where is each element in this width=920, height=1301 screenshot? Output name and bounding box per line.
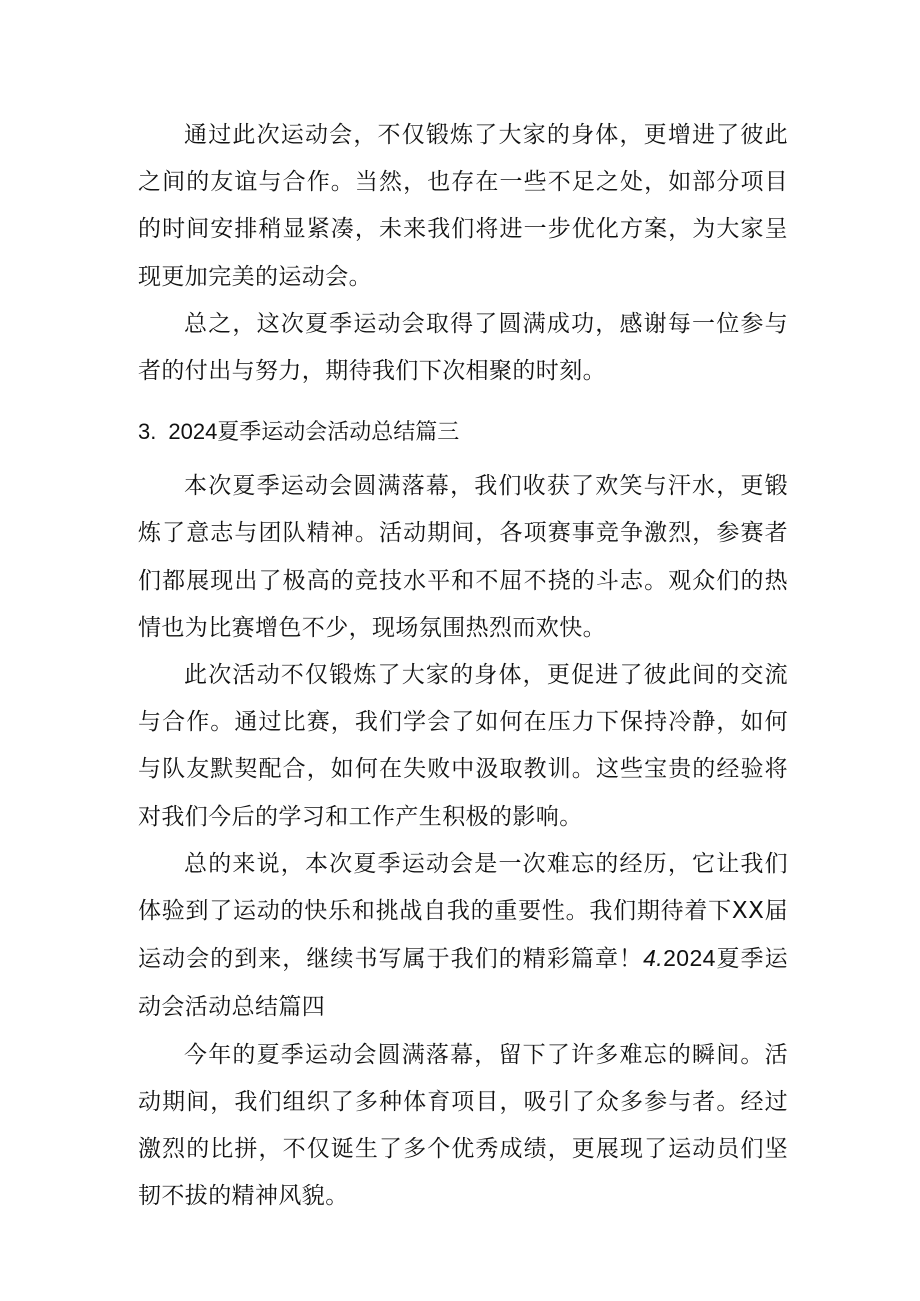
paragraph-conclusion: 总之，这次夏季运动会取得了圆满成功，感谢每一位参与者的付出与努力，期待我们下次相聚的时刻。 bbox=[138, 310, 788, 385]
paragraph-friendship: 通过此次运动会，不仅锻炼了大家的身体，更增进了彼此之间的友谊与合作。当然，也存在一些不足之处，如部分项目的时间安排稍显紧凑，未来我们将进一步优化方案，为大家呈现更加完美的运动会。 bbox=[138, 122, 788, 290]
section-3-number: 3. bbox=[138, 419, 157, 445]
section-4-paragraph-1: 今年的夏季运动会圆满落幕，留下了许多难忘的瞬间。活动期间，我们组织了多种体育项目，吸引了众多参与者。经过激烈的比拼，不仅诞生了多个优秀成绩，更展现了运动员们坚韧不拔的精神风貌。 bbox=[138, 1041, 788, 1210]
section-3-paragraph-3 bbox=[138, 841, 788, 1032]
section-4-inline-number: 4. bbox=[643, 945, 664, 972]
section-3-paragraph-2: 此次活动不仅锻炼了大家的身体，更促进了彼此间的交流与合作。通过比赛，我们学会了如何在压力下保持冷静，如何与队友默契配合，如何在失败中汲取教训。这些宝贵的经验将对我们今后的学习和工作产生积极的影响。 bbox=[138, 662, 788, 830]
section-4-inline-title: 2024夏季运动会活动总结篇四 bbox=[138, 945, 788, 1020]
document-content bbox=[138, 112, 788, 1220]
section-3-paragraph-1: 本次夏季运动会圆满落幕，我们收获了欢笑与汗水，更锻炼了意志与团队精神。活动期间，各项赛事竞争激烈，参赛者们都展现出了极高的竞技水平和不屈不挠的斗志。观众们的热情也为比赛增色不少，现场氛围热烈而欢快。 bbox=[138, 473, 788, 641]
section-3-heading bbox=[138, 404, 788, 459]
section-3-paragraph-3-text: 总的来说，本次夏季运动会是一次难忘的经历，它让我们体验到了运动的快乐和挑战自我的重要性。我们期待着下XX届运动会的到来，继续书写属于我们的精彩篇章！ bbox=[138, 850, 788, 973]
section-3-title: 2024夏季运动会活动总结篇三 bbox=[168, 419, 460, 445]
